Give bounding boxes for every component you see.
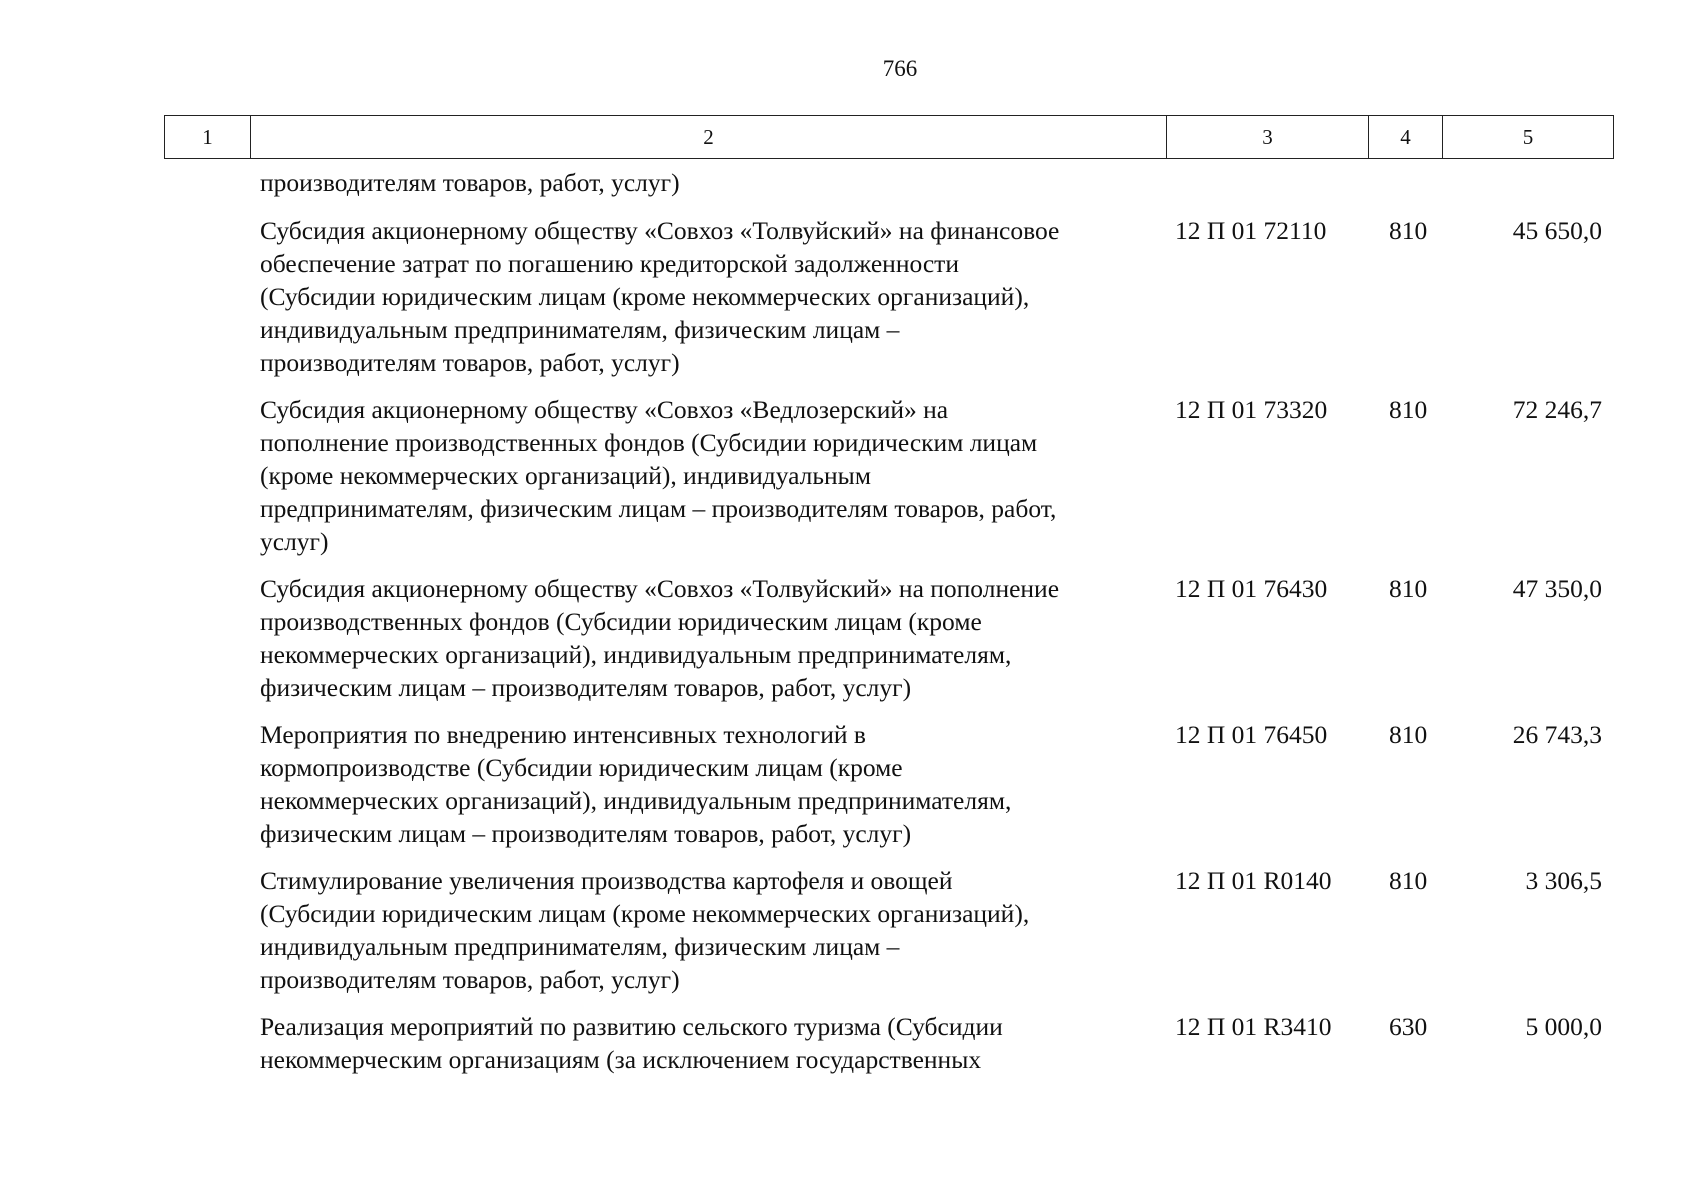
row-code: 12 П 01 72110: [1175, 216, 1327, 245]
table-row: [260, 393, 1605, 558]
header-cell-4: 4: [1369, 116, 1443, 158]
row-type: 810: [1389, 720, 1428, 749]
row-amount: 26 743,3: [1512, 720, 1602, 749]
row-amount: 72 246,7: [1512, 395, 1602, 424]
header-cell-5: 5: [1522, 124, 1534, 149]
continuation-row: [260, 166, 1605, 199]
header-cell-2: 2: [251, 116, 1167, 158]
table-body: [260, 166, 1605, 1090]
row-type: 810: [1389, 574, 1428, 603]
row-description: Мероприятия по внедрению интенсивных технологий в кормопроизводстве (Субсидии юридическим лицам (кроме некоммерческих организаций), индивидуальным предпринимателям, физическим лицам – производителям товаров, работ, услуг): [260, 720, 1012, 848]
row-code: 12 П 01 73320: [1175, 395, 1328, 424]
row-description: Субсидия акционерному обществу «Совхоз «Толвуйский» на финансовое обеспечение затрат по погашению кредиторской задолженности (Субсидии юридическим лицам (кроме некоммерческих организаций), индивидуальным предпринимателям, физическим лицам – производителям товаров, работ, услуг): [260, 216, 1060, 377]
row-type: 810: [1389, 395, 1428, 424]
row-description: Субсидия акционерному обществу «Совхоз «Толвуйский» на пополнение производственных фондов (Субсидии юридическим лицам (кроме некоммерческих организаций), индивидуальным предпринимателям, физическим лицам – производителям товаров, работ, услуг): [260, 574, 1060, 702]
row-type: 630: [1389, 1012, 1428, 1041]
table-row: [260, 214, 1605, 379]
row-amount: 47 350,0: [1512, 574, 1602, 603]
continuation-text: производителям товаров, работ, услуг): [260, 168, 680, 197]
row-type: 810: [1389, 866, 1428, 895]
table-row: [260, 572, 1605, 704]
header-cell-3: 3: [1167, 116, 1369, 158]
row-code: 12 П 01 76430: [1175, 574, 1328, 603]
page-number: 766: [882, 56, 918, 81]
row-amount: 5 000,0: [1525, 1012, 1602, 1041]
row-description: Субсидия акционерному обществу «Совхоз «Ведлозерский» на пополнение производственных фондов (Субсидии юридическим лицам (кроме некоммерческих организаций), индивидуальным предпринимателям, физическим лицам – производителям товаров, работ, услуг): [260, 395, 1057, 556]
row-amount: 3 306,5: [1525, 866, 1602, 895]
row-description: Стимулирование увеличения производства картофеля и овощей (Субсидии юридическим лицам (кроме некоммерческих организаций), индивидуальным предпринимателям, физическим лицам – производителям товаров, работ, услуг): [260, 866, 1030, 994]
table-row: [260, 864, 1605, 996]
row-code: 12 П 01 76450: [1175, 720, 1328, 749]
table-row: [260, 718, 1605, 850]
row-description: Реализация мероприятий по развитию сельского туризма (Субсидии некоммерческим организациям (за исключением государственных: [260, 1012, 1003, 1074]
table-header-row: [164, 115, 1614, 159]
row-amount: 45 650,0: [1512, 216, 1602, 245]
row-code: 12 П 01 R3410: [1175, 1012, 1332, 1041]
header-cell-1: 1: [165, 116, 251, 158]
row-code: 12 П 01 R0140: [1175, 866, 1332, 895]
table-row: [260, 1010, 1605, 1076]
row-type: 810: [1389, 216, 1428, 245]
